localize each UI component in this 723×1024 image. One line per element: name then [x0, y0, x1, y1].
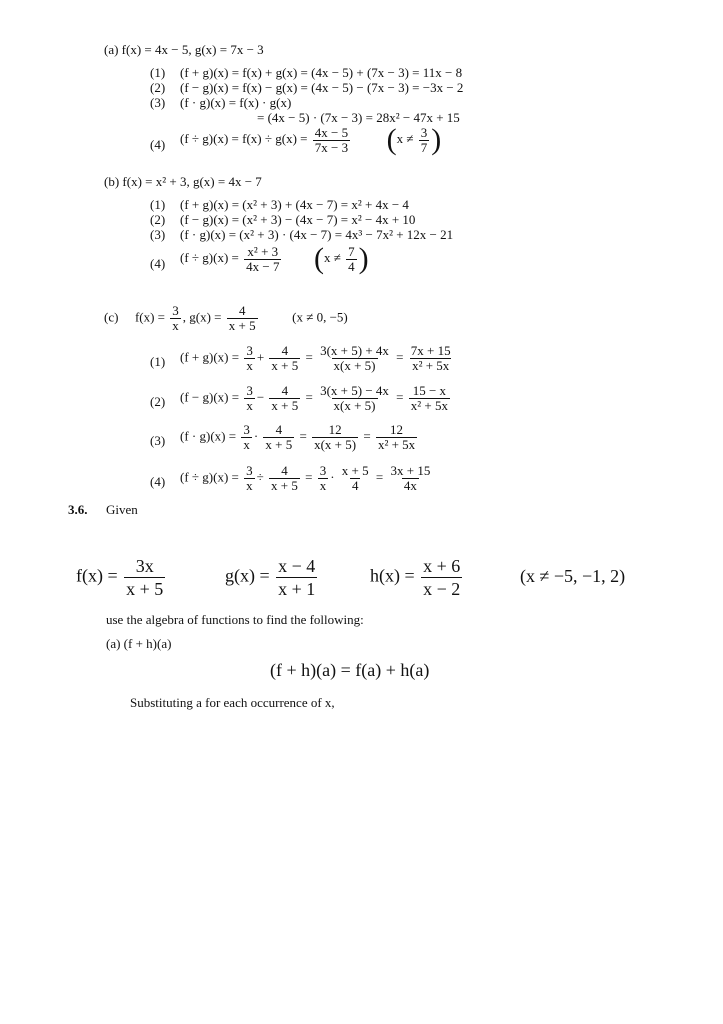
part-b-line-1-num: (1): [150, 197, 166, 212]
part-c-line-4: (f ÷ g)(x) = $\frac{3}{x}$ ÷ $\frac{4}{x + 5}$ = $\frac{3}{x}$ · $\frac{x + 5}{4}$ = $\frac{3x + 15}{4x}$: [180, 463, 431, 493]
part-c-line-2: (f − g)(x) = $\frac{3}{x}$ − $\frac{4}{x + 5}$ = $\frac{3(x + 5) - 4x}{x(x + 5)}$ = $\frac{15 - x}{\text{x² + 5x}}$: [180, 383, 448, 413]
part-c-header: (c) f(x) = $\frac{3}{x}$ , g(x) = $\frac{4}{x + 5}$ (x ≠ 0, −5): [104, 303, 348, 333]
restriction-fraction: $\frac{3}{7}$: [420, 124, 428, 155]
h-definition: h(x) = $\frac{x + 6}{x - 2}$: [370, 556, 461, 599]
problem-number: 3.6.: [68, 502, 88, 517]
part-a-line-1: (f + g)(x) = f(x) + g(x) = (4x − 5) + (7x − 3) = 11x − 8: [180, 65, 463, 80]
part-b-line-1: (f + g)(x) = (x² + 3) + (4x − 7) = x² + 4x − 4: [180, 197, 409, 212]
part-a-line-2-num: (2): [150, 80, 166, 95]
part-a-line-3-num: (3): [150, 95, 166, 110]
g-definition: g(x) = $\frac{x - 4}{x + 1}$: [225, 556, 316, 599]
part-c-line-4-num: (4): [150, 474, 166, 489]
part-b-line-2-num: (2): [150, 212, 166, 227]
part-c-line-1-num: (1): [150, 354, 166, 369]
substituting-text: Substituting a for each occurrence of x,: [130, 695, 335, 710]
quotient-fraction: $\frac{\text{x² + 3}}{4x - 7}$: [246, 243, 280, 274]
part-a-line-4-num: (4): [150, 137, 166, 152]
instruction: use the algebra of functions to find the following:: [106, 612, 364, 627]
part-a-line-3b: = (4x − 5) · (7x − 3) = 28x² − 47x + 15: [257, 110, 460, 125]
part-c-line-2-num: (2): [150, 394, 166, 409]
part-b-line-4: (f ÷ g)(x) = $\frac{\text{x² + 3}}{4x - 7}$ (x ≠ $\frac{7}{4}$ ): [180, 242, 369, 275]
part-a-line-1-num: (1): [150, 65, 166, 80]
part-b-line-3: (f · g)(x) = (x² + 3) · (4x − 7) = 4x³ − 7x² + 12x − 21: [180, 227, 454, 242]
part-a-line-3: (f · g)(x) = f(x) · g(x): [180, 95, 292, 110]
f-definition: f(x) = $\frac{3x}{x + 5}$: [76, 556, 164, 599]
part-a-line-4: (f ÷ g)(x) = f(x) ÷ g(x) = $\frac{4x - 5}{7x - 3}$ (x ≠ $\frac{3}{7}$ ): [180, 123, 442, 156]
part-a-line-2: (f − g)(x) = f(x) − g(x) = (4x − 5) − (7x − 3) = −3x − 2: [180, 80, 464, 95]
subpart-a: (a) (f + h)(a): [106, 636, 172, 651]
sum-equation: (f + h)(a) = f(a) + h(a): [270, 660, 430, 680]
part-a-header: (a) f(x) = 4x − 5, g(x) = 7x − 3: [104, 42, 264, 57]
part-c-line-3-num: (3): [150, 433, 166, 448]
domain-restriction: (x ≠ −5, −1, 2): [520, 566, 626, 586]
quotient-fraction: $\frac{4x - 5}{7x - 3}$: [314, 124, 349, 155]
problem-given: Given: [106, 502, 138, 517]
part-b-line-4-num: (4): [150, 256, 166, 271]
part-c-line-3: (f · g)(x) = $\frac{3}{x}$ · $\frac{4}{x + 5}$ = $\frac{12}{x(x + 5)}$ = $\frac{12}{\text{x² + 5x}}$: [180, 422, 416, 452]
part-b-line-3-num: (3): [150, 227, 166, 242]
part-b-header: (b) f(x) = x² + 3, g(x) = 4x − 7: [104, 174, 262, 189]
restriction-fraction: $\frac{7}{4}$: [348, 243, 355, 274]
part-b-line-2: (f − g)(x) = (x² + 3) − (4x − 7) = x² − 4x + 10: [180, 212, 416, 227]
part-c-line-1: (f + g)(x) = $\frac{3}{x}$ + $\frac{4}{x + 5}$ = $\frac{3(x + 5) + 4x}{x(x + 5)}$ = $\frac{7x + 15}{\text{x² + 5x}}$: [180, 343, 451, 373]
